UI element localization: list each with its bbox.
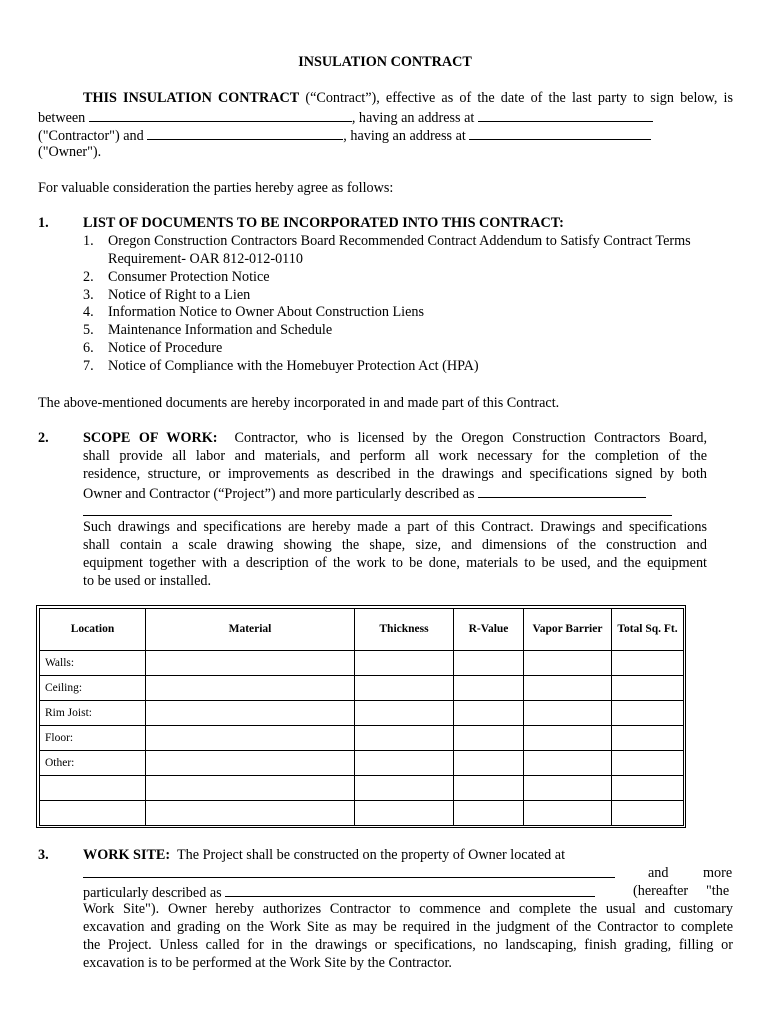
table-cell[interactable]: [146, 776, 355, 801]
row-label[interactable]: [40, 776, 146, 801]
worksite-line-5: excavation and grading on the Work Site as may be required in the judgment of the Contractor to complete: [83, 919, 733, 935]
table-header-row: [40, 609, 684, 651]
table-row: [40, 726, 684, 751]
document-list-item: 7.: [83, 358, 94, 374]
incorporation-statement: The above-mentioned documents are hereby incorporated in and made part of this Contract.: [38, 395, 560, 411]
consideration-text: For valuable consideration the parties hereby agree as follows:: [38, 180, 394, 196]
worksite-line-1: WORK SITE: The Project shall be constructed on the property of Owner located at: [83, 847, 566, 863]
intro-line-1: THIS INSULATION CONTRACT (“Contract”), effective as of the date of the last party to sign below, is: [83, 90, 733, 106]
worksite-the: "the: [706, 883, 730, 899]
property-description-field[interactable]: [225, 883, 595, 897]
column-header-total-sq-ft: Total Sq. Ft.: [612, 609, 684, 651]
project-description-field-line-2[interactable]: [83, 515, 672, 516]
specs-line-2: shall contain a scale drawing showing the shape, size, and dimensions of the construction and: [83, 537, 707, 553]
table-cell[interactable]: [524, 801, 612, 826]
document-list-item: 6.: [83, 340, 94, 356]
section-2-number: 2.: [38, 430, 49, 446]
worksite-line-6: the Project. Unless called for in the drawings or specifications, no landscaping, finish grading, filling or: [83, 937, 733, 953]
document-list-item: 1.: [83, 233, 94, 249]
specs-line-3: equipment together with a description of the work to be done, materials to be used, and the equipment: [83, 555, 707, 571]
table-cell[interactable]: [146, 676, 355, 701]
scope-line-1: SCOPE OF WORK: Contractor, who is licensed by the Oregon Construction Contractors Board,: [83, 430, 708, 446]
row-label: Other:: [40, 751, 146, 776]
document-list-item: 3.: [83, 287, 94, 303]
section-3-number: 3.: [38, 847, 49, 863]
row-label: Walls:: [40, 651, 146, 676]
worksite-more: more: [703, 865, 733, 881]
section-3-heading: WORK SITE:: [83, 847, 171, 863]
table-row: [40, 701, 684, 726]
table-cell[interactable]: [524, 701, 612, 726]
column-header-thickness: Thickness: [355, 609, 454, 651]
document-list-item-text: Information Notice to Owner About Construction Liens: [108, 304, 425, 320]
table-row: [40, 751, 684, 776]
table-cell[interactable]: [146, 801, 355, 826]
table-cell[interactable]: [355, 676, 454, 701]
intro-line-2: between , having an address at: [38, 108, 653, 128]
table-cell[interactable]: [454, 676, 524, 701]
document-list-item-text: Consumer Protection Notice: [108, 269, 270, 285]
intro-bold-lead: THIS INSULATION CONTRACT: [83, 90, 300, 106]
contractor-name-field[interactable]: [89, 108, 352, 122]
document-list-item-text-cont: Requirement- OAR 812-012-0110: [108, 251, 303, 267]
table-cell[interactable]: [146, 651, 355, 676]
row-label: Rim Joist:: [40, 701, 146, 726]
table-cell[interactable]: [524, 776, 612, 801]
table-cell[interactable]: [146, 701, 355, 726]
table-cell[interactable]: [454, 801, 524, 826]
section-2-heading: SCOPE OF WORK:: [83, 430, 218, 446]
document-list-item-text: Maintenance Information and Schedule: [108, 322, 333, 338]
intro-line-4: ("Owner").: [38, 144, 102, 160]
table-cell[interactable]: [524, 751, 612, 776]
worksite-line-4: Work Site"). Owner hereby authorizes Contractor to commence and complete the usual and customary: [83, 901, 733, 917]
column-header-vapor-barrier: Vapor Barrier: [524, 609, 612, 651]
table-row: [40, 776, 684, 801]
table-cell[interactable]: [454, 776, 524, 801]
owner-address-field[interactable]: [469, 126, 651, 140]
document-list-item-text: Notice of Right to a Lien: [108, 287, 251, 303]
table-cell[interactable]: [524, 676, 612, 701]
document-list-item: 4.: [83, 304, 94, 320]
insulation-table: [39, 608, 684, 826]
document-list-item: 5.: [83, 322, 94, 338]
worksite-line-3: particularly described as: [83, 883, 595, 903]
specs-line-1: Such drawings and specifications are hereby made a part of this Contract. Drawings and specifications: [83, 519, 707, 535]
insulation-table-frame: [36, 605, 686, 828]
table-cell[interactable]: [524, 726, 612, 751]
worksite-and: and: [648, 865, 669, 881]
specs-line-4: to be used or installed.: [83, 573, 212, 589]
table-cell[interactable]: [355, 651, 454, 676]
table-cell[interactable]: [454, 701, 524, 726]
table-cell[interactable]: [355, 801, 454, 826]
document-list-item-text: Oregon Construction Contractors Board Recommended Contract Addendum to Satisfy Contract Terms: [108, 233, 691, 249]
owner-name-field[interactable]: [147, 126, 343, 140]
table-cell[interactable]: [612, 651, 684, 676]
table-row: [40, 651, 684, 676]
table-cell[interactable]: [612, 726, 684, 751]
column-header-material: Material: [146, 609, 355, 651]
table-cell[interactable]: [612, 701, 684, 726]
table-cell[interactable]: [612, 801, 684, 826]
table-cell[interactable]: [355, 776, 454, 801]
column-header-location: Location: [40, 609, 146, 651]
table-row: [40, 676, 684, 701]
project-description-field[interactable]: [478, 484, 646, 498]
scope-line-4: Owner and Contractor (“Project”) and more particularly described as: [83, 484, 646, 504]
table-cell[interactable]: [146, 726, 355, 751]
document-title: INSULATION CONTRACT: [298, 54, 472, 70]
contractor-address-field[interactable]: [478, 108, 653, 122]
table-cell[interactable]: [454, 651, 524, 676]
table-cell[interactable]: [355, 751, 454, 776]
table-cell[interactable]: [612, 751, 684, 776]
document-list-item-text: Notice of Procedure: [108, 340, 223, 356]
table-cell[interactable]: [612, 676, 684, 701]
table-cell[interactable]: [612, 776, 684, 801]
section-1-heading: LIST OF DOCUMENTS TO BE INCORPORATED INTO THIS CONTRACT:: [83, 215, 564, 231]
scope-line-2: shall provide all labor and materials, and perform all work necessary for the completion of the: [83, 448, 707, 464]
section-1-number: 1.: [38, 215, 49, 231]
row-label: Floor:: [40, 726, 146, 751]
table-cell[interactable]: [355, 726, 454, 751]
column-header-r-value: R-Value: [454, 609, 524, 651]
document-list-item: 2.: [83, 269, 94, 285]
table-row: [40, 801, 684, 826]
worksite-line-7: excavation is to be performed at the Work Site by the Contractor.: [83, 955, 452, 971]
row-label[interactable]: [40, 801, 146, 826]
table-cell[interactable]: [355, 701, 454, 726]
table-cell[interactable]: [146, 751, 355, 776]
table-cell[interactable]: [454, 751, 524, 776]
property-location-field[interactable]: [83, 877, 615, 878]
row-label: Ceiling:: [40, 676, 146, 701]
scope-line-3: residence, structure, or improvements as described in the drawings and specifications signed by both: [83, 466, 707, 482]
table-cell[interactable]: [524, 651, 612, 676]
table-cell[interactable]: [454, 726, 524, 751]
worksite-hereafter: (hereafter: [633, 883, 689, 899]
intro-line-3: ("Contractor") and , having an address at: [38, 126, 651, 146]
document-list-item-text: Notice of Compliance with the Homebuyer Protection Act (HPA): [108, 358, 479, 374]
